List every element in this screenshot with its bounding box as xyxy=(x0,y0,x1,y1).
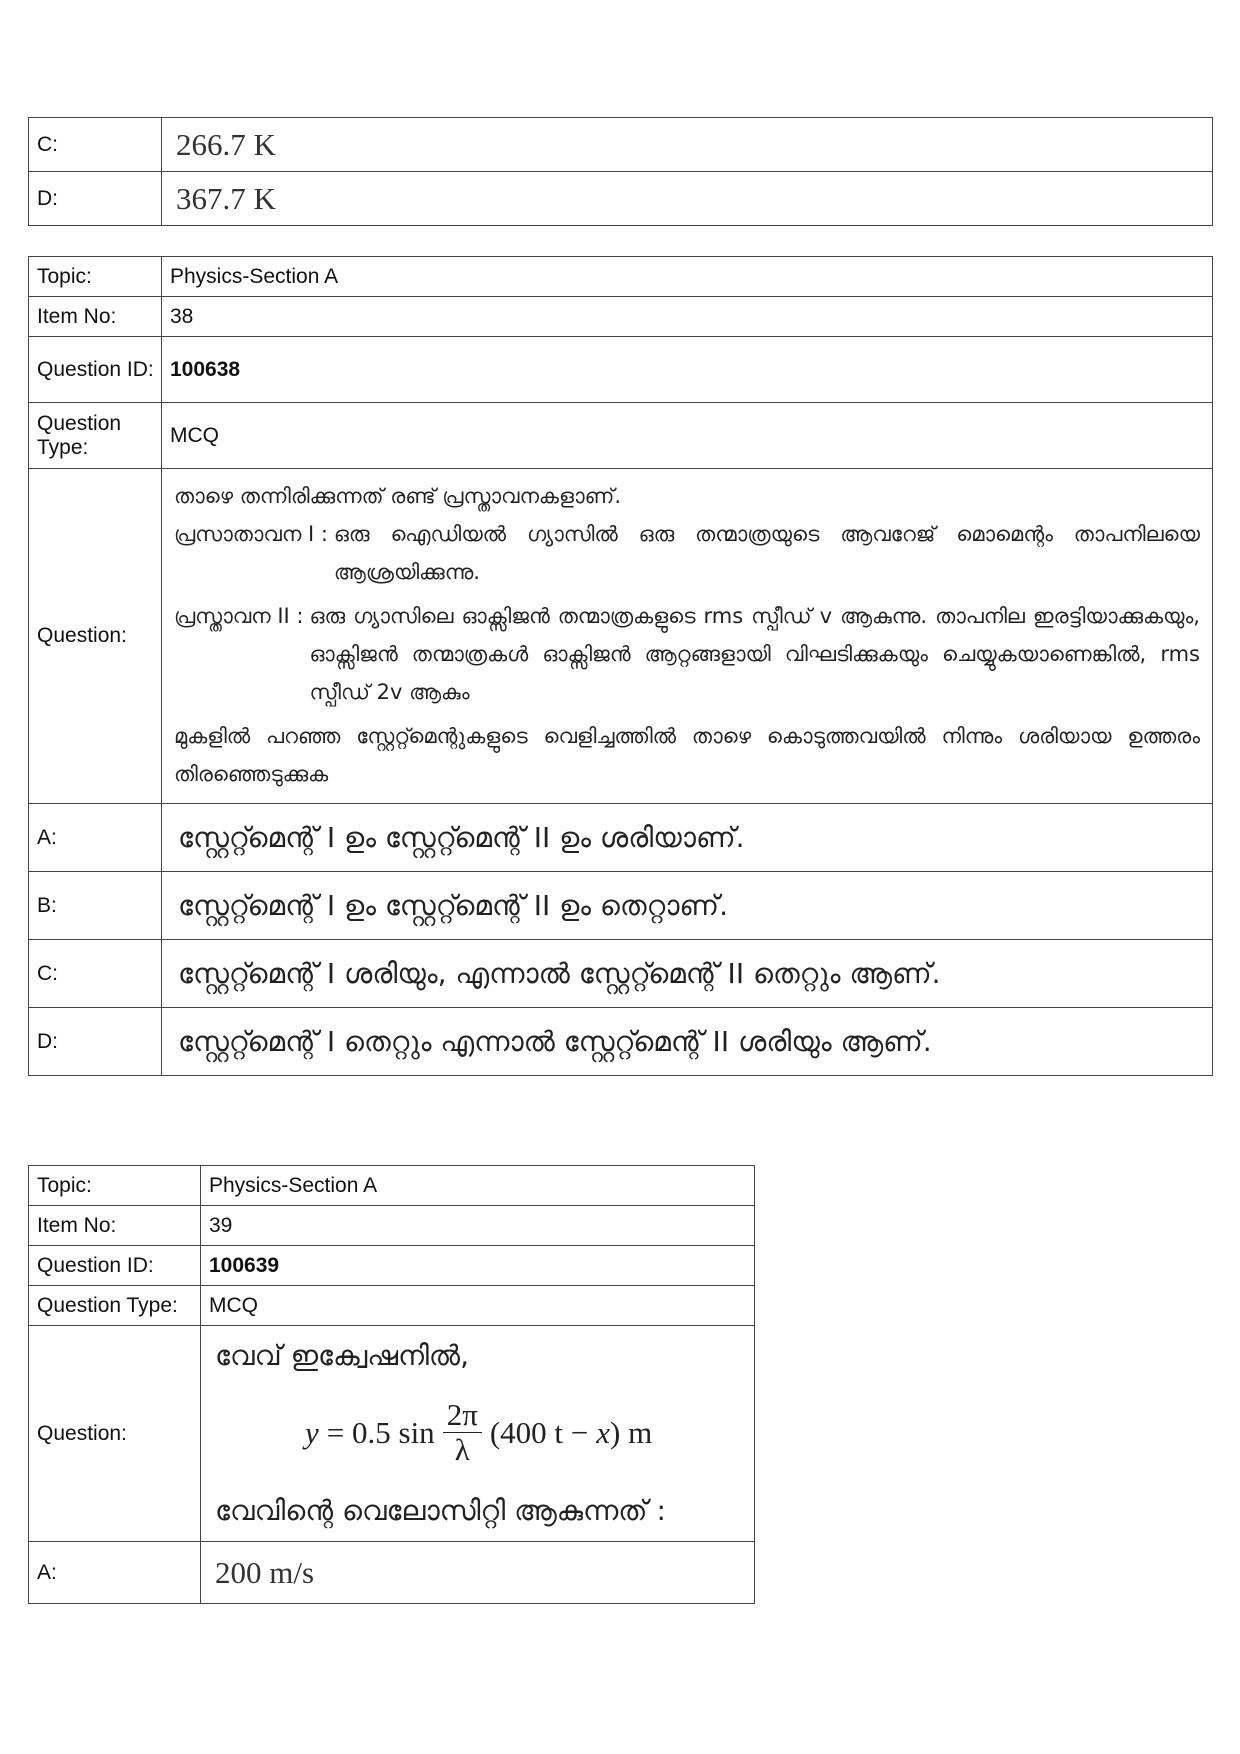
statement-2-text: ഒരു ഗ്യാസിലെ ഓക്സിജൻ തന്മാത്രകളുടെ rms സ്പീഡ് v ആകുന്നു. താപനില ഇരട്ടിയാക്കുകയും, ഓക്സിജൻ തന്മാത്രകൾ ഓക്സിജൻ ആറ്റങ്ങളായി വിഘടിക്കുകയും ചെയ്യുകയാണെങ്കിൽ, rms സ്പീഡ് 2v ആകും xyxy=(309,604,1200,704)
option-label: C: xyxy=(29,940,162,1008)
formula-fraction xyxy=(443,1398,482,1467)
option-text: സ്റ്റേറ്റ്മെന്റ് I ഉം സ്റ്റേറ്റ്മെന്റ് II ഉം തെറ്റാണ്. xyxy=(162,872,1213,940)
topic-label: Topic: xyxy=(29,1166,201,1206)
item-no-row xyxy=(29,297,1213,337)
question-type-row xyxy=(29,403,1213,469)
option-label: C: xyxy=(29,118,162,172)
formula-numerator: 2π xyxy=(443,1398,482,1433)
option-row-a xyxy=(29,804,1213,872)
topic-row xyxy=(29,257,1213,297)
question-type-label: Question Type: xyxy=(29,1286,201,1326)
question-row xyxy=(29,1326,755,1542)
option-label: B: xyxy=(29,872,162,940)
question-body xyxy=(201,1326,755,1542)
prev-question-options-table xyxy=(28,117,1213,226)
formula-rhs-x: x xyxy=(596,1414,611,1450)
statement-1-label: പ്രസാതാവന I : xyxy=(174,522,328,546)
option-text: സ്റ്റേറ്റ്മെന്റ് I ശരിയും, എന്നാൽ സ്റ്റേറ്റ്മെന്റ് II തെറ്റും ആണ്. xyxy=(162,940,1213,1008)
question-table-38 xyxy=(28,256,1213,1076)
formula-denominator: λ xyxy=(454,1432,470,1467)
item-no-value: 39 xyxy=(201,1206,755,1246)
formula-mid: = 0.5 sin xyxy=(326,1414,435,1450)
question-row xyxy=(29,469,1213,804)
statement-1-text: ഒരു ഐഡിയൽ ഗ്യാസിൽ ഒരു തന്മാത്രയുടെ ആവറേജ് മൊമെന്റം താപനിലയെ ആശ്രയിക്കുന്നു. xyxy=(333,522,1200,584)
option-row xyxy=(29,118,1213,172)
option-text: 266.7 K xyxy=(162,118,1213,172)
question-type-value: MCQ xyxy=(162,403,1213,469)
item-no-value: 38 xyxy=(162,297,1213,337)
formula-rhs-b: ) m xyxy=(610,1414,653,1450)
option-row xyxy=(29,172,1213,226)
question-id-label: Question ID: xyxy=(29,337,162,403)
option-text: 200 m/s xyxy=(201,1542,755,1604)
statement-2 xyxy=(174,597,1200,711)
question-intro: താഴെ തന്നിരിക്കുന്നത് രണ്ട് പ്രസ്താവനകളാണ്. xyxy=(174,484,621,508)
question-table-39 xyxy=(28,1165,755,1604)
option-text: സ്റ്റേറ്റ്മെന്റ് I ഉം സ്റ്റേറ്റ്മെന്റ് II ഉം ശരിയാണ്. xyxy=(162,804,1213,872)
question-id-value: 100639 xyxy=(201,1246,755,1286)
topic-value: Physics-Section A xyxy=(162,257,1213,297)
item-no-label: Item No: xyxy=(29,297,162,337)
question-line-2: വേവിന്റെ വെലോസിറ്റി ആകുന്നത് : xyxy=(215,1494,666,1527)
option-label: A: xyxy=(29,804,162,872)
question-label: Question: xyxy=(29,1326,201,1542)
option-label: A: xyxy=(29,1542,201,1604)
question-type-label: Question Type: xyxy=(29,403,162,469)
question-line-1: വേവ് ഇക്വേഷനിൽ, xyxy=(215,1339,469,1372)
question-type-value: MCQ xyxy=(201,1286,755,1326)
question-outro: മുകളിൽ പറഞ്ഞ സ്റ്റേറ്റ്മെന്റുകളുടെ വെളിച്ചത്തിൽ താഴെ കൊടുത്തവയിൽ നിന്നും ശരിയായ ഉത്തരം തിരഞ്ഞെടുക്കുക xyxy=(174,724,1200,786)
topic-label: Topic: xyxy=(29,257,162,297)
question-type-row xyxy=(29,1286,755,1326)
item-no-label: Item No: xyxy=(29,1206,201,1246)
formula-rhs-a: (400 t − xyxy=(489,1414,589,1450)
statement-1 xyxy=(174,515,1200,591)
formula-lhs: y xyxy=(305,1414,319,1450)
question-id-row xyxy=(29,1246,755,1286)
option-text: സ്റ്റേറ്റ്മെന്റ് I തെറ്റും എന്നാൽ സ്റ്റേറ്റ്മെന്റ് II ശരിയും ആണ്. xyxy=(162,1008,1213,1076)
option-label: D: xyxy=(29,1008,162,1076)
option-row-c xyxy=(29,940,1213,1008)
option-row-b xyxy=(29,872,1213,940)
question-id-label: Question ID: xyxy=(29,1246,201,1286)
option-text: 367.7 K xyxy=(162,172,1213,226)
question-id-row xyxy=(29,337,1213,403)
question-label: Question: xyxy=(29,469,162,804)
option-row-a xyxy=(29,1542,755,1604)
question-id-value: 100638 xyxy=(162,337,1213,403)
option-label: D: xyxy=(29,172,162,226)
topic-row xyxy=(29,1166,755,1206)
topic-value: Physics-Section A xyxy=(201,1166,755,1206)
wave-equation xyxy=(305,1398,742,1467)
question-body xyxy=(162,469,1213,804)
item-no-row xyxy=(29,1206,755,1246)
statement-2-label: പ്രസ്താവന II : xyxy=(174,604,304,628)
option-row-d xyxy=(29,1008,1213,1076)
